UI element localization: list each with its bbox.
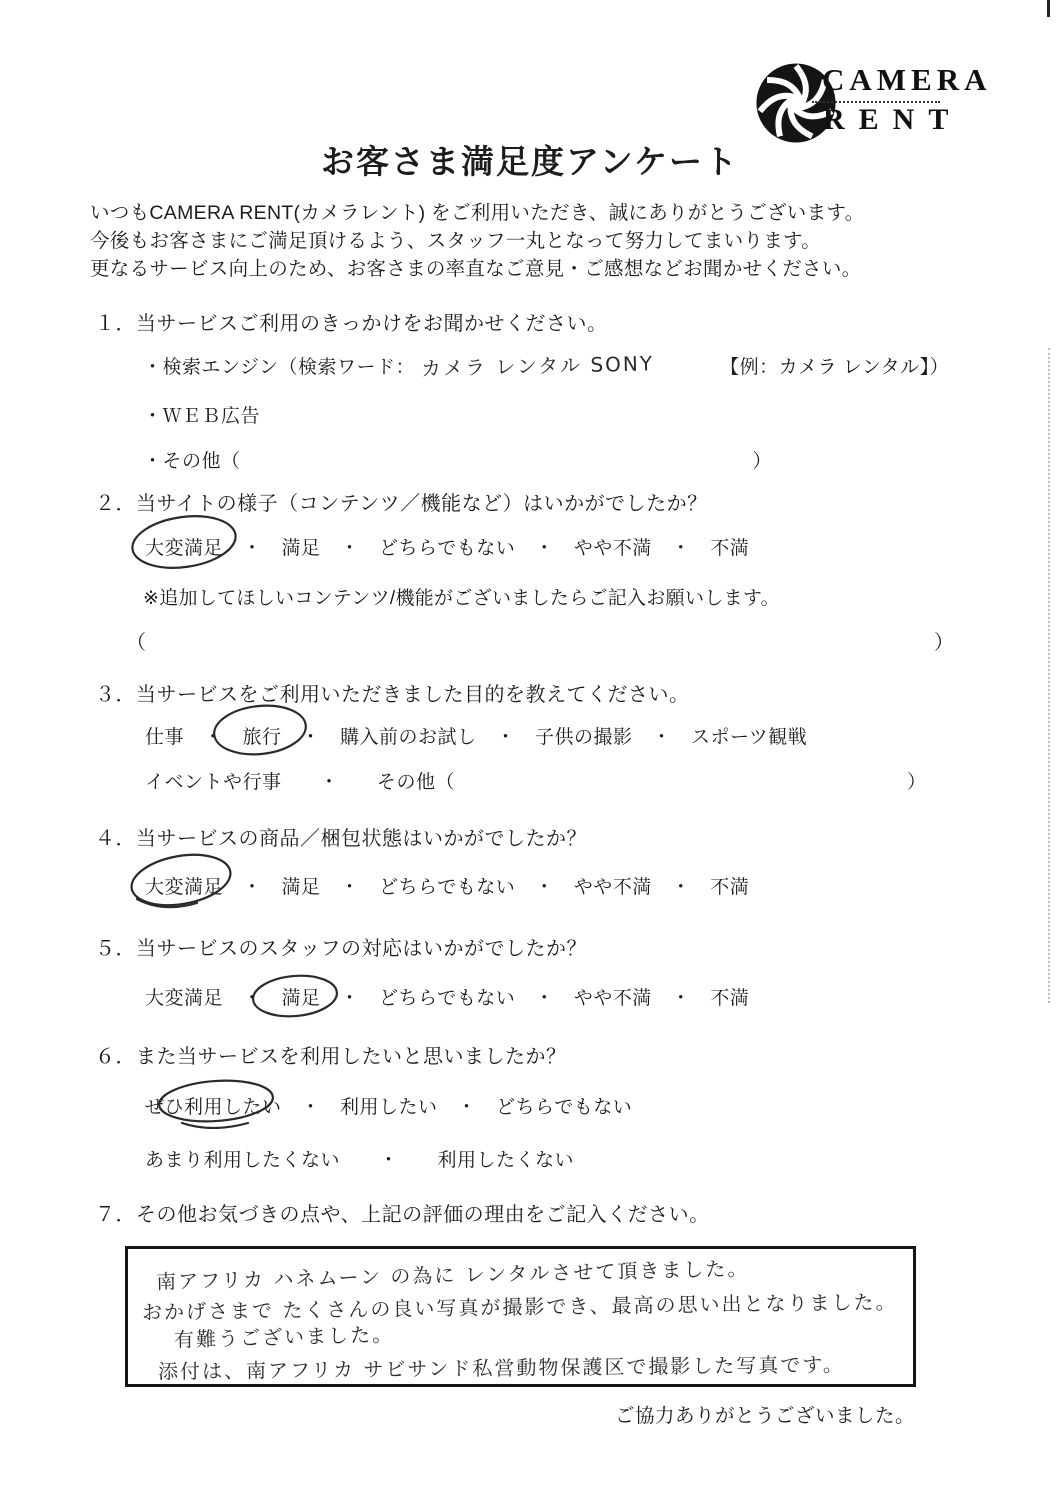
q1-option-web: ・ＷＥＢ広告	[143, 406, 261, 427]
q2-note: ※追加してほしいコンテンツ/機能がございましたらご記入お願いします。	[143, 588, 780, 609]
q1-other-prefix: ・その他（	[143, 451, 241, 472]
q6-options-row-2: あまり利用したくない ・ 利用したくない	[145, 1150, 575, 1171]
q2-heading: ２．当サイトの様子（コンテンツ／機能など）はいかがでしたか？	[95, 493, 708, 515]
q7-heading: ７．その他お気づきの点や、上記の評価の理由をご記入ください。	[95, 1204, 710, 1226]
q5-options-row: 大変満足 ・ 満足 ・ どちらでもない ・ やや不満 ・ 不満	[145, 988, 750, 1009]
q3-heading: ３．当サービスをご利用いただきました目的を教えてください。	[95, 684, 690, 706]
logo-text-rent: RENT	[823, 103, 963, 136]
q3-row2-separator: ・	[319, 772, 340, 793]
q2-options-row: 大変満足 ・ 満足 ・ どちらでもない ・ やや不満 ・ 不満	[145, 538, 750, 559]
q3-options-row-2	[145, 767, 927, 794]
q7-handwritten-line-4: 添付は、南アフリカ サビサンド私営動物保護区で撮影した写真です。	[157, 1352, 845, 1384]
intro-line-2: 今後もお客さまにご満足頂けるよう、スタッフ一丸となって努力してまいります。	[90, 230, 822, 252]
scan-artifact-tick	[1047, 0, 1050, 17]
q2-free-open: （	[126, 632, 146, 654]
q1-search-prefix: ・検索エンジン（検索ワード：	[143, 357, 416, 378]
q6-heading: ６．また当サービスを利用したいと思いましたか？	[95, 1046, 567, 1068]
q4-options-row: 大変満足 ・ 満足 ・ どちらでもない ・ やや不満 ・ 不満	[145, 877, 750, 898]
q3-row2-other-suffix: ）	[907, 772, 927, 793]
q7-handwritten-line-2: おかげさまで たくさんの良い写真が撮影でき、最高の思い出となりました。	[141, 1289, 898, 1325]
logo-text-camera: CAMERA	[822, 62, 992, 97]
q2-free-response-parens	[126, 626, 954, 655]
q2-free-close: ）	[934, 632, 954, 654]
q3-options-row-1: 仕事 ・ 旅行 ・ 購入前のお試し ・ 子供の撮影 ・ スポーツ観戦	[145, 727, 808, 748]
q7-response-box	[125, 1246, 916, 1387]
q7-handwritten-line-3: 有難うございました。	[173, 1322, 395, 1352]
scan-artifact-dots	[1048, 348, 1050, 1003]
q1-other-suffix: ）	[752, 451, 773, 472]
q1-search-keywords-handwritten: カメラ レンタル SONY	[420, 351, 655, 381]
q6-options-row-1: ぜひ利用したい ・ 利用したい ・ どちらでもない	[145, 1097, 633, 1118]
q3-row2-label: イベントや行事	[145, 772, 282, 793]
intro-line-1: いつもCAMERA RENT(カメラレント) をご利用いただき、誠にありがとうございます。	[90, 202, 865, 224]
page-title: お客さま満足度アンケート	[320, 143, 740, 180]
q3-row2-other-prefix: その他（	[377, 772, 456, 793]
q1-option-other	[143, 446, 772, 473]
q7-handwritten-line-1: 南アフリカ ハネムーン の為に レンタルさせて頂きました。	[155, 1256, 750, 1294]
intro-line-3: 更なるサービス向上のため、お客さまの率直なご意見・ご感想などお聞かせください。	[90, 258, 862, 280]
q1-heading: １．当サービスご利用のきっかけをお聞かせください。	[95, 313, 608, 335]
q4-heading: ４．当サービスの商品／梱包状態はいかがでしたか？	[95, 828, 587, 850]
footer-thanks: ご協力ありがとうございました。	[614, 1405, 915, 1427]
q1-search-example: 【例：カメラ レンタル】）	[720, 357, 950, 378]
q1-option-search	[143, 350, 949, 379]
q5-heading: ５．当サービスのスタッフの対応はいかがでしたか？	[95, 938, 587, 960]
